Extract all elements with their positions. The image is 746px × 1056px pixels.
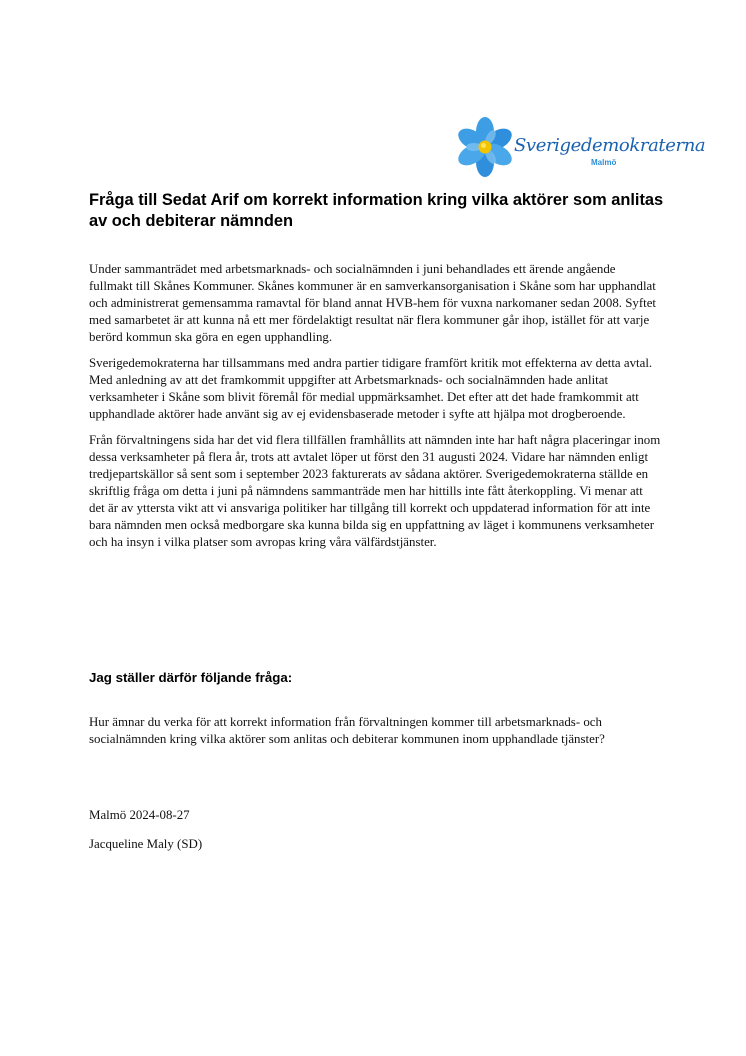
paragraph: Under sammanträdet med arbetsmarknads- och socialnämnden i juni behandlades ett ärende angående fullmakt till Skånes Kommuner. Skånes kommuner är en samverkansorganisation i Skåne som har upphandlat och administrerat gemensamma ramavtal för bland annat HVB-hem för vuxna narkomaner sedan 2008. Syftet med samarbetet är att kunna nå ett mer fördelaktigt resultat när flera kommuner går ihop, istället för att varje berörd kommun ska göra en egen upphandling. xyxy=(89,262,657,344)
blue-anemone-flower-icon xyxy=(458,115,520,177)
paragraph: Sverigedemokraterna har tillsammans med andra partier tidigare framfört kritik mot effekterna av detta avtal. Med anledning av att det framkommit uppgifter att Arbetsmarknads- och socialnämnden hade anlitat verksamheter i Skåne som blivit föremål för medial uppmärksamhet. Det efter att det hade framkommit att upphandlade aktörer hade använt sig av ej evidensbaserade metoder i syfte att hjälpa mot drogberoende. xyxy=(89,356,653,421)
document-title: Fråga till Sedat Arif om korrekt information kring vilka aktörer som anlitas av och debiterar nämnden xyxy=(89,191,664,230)
paragraph: Från förvaltningens sida har det vid flera tillfällen framhållits att nämnden inte har haft några placeringar inom dessa verksamheter på flera år, trots att avtalet löper ut först den 31 augusti 2024. Vidare har nämnden enligt tredjepartskällor så sent som i september 2023 fakturerats av sådana aktörer. Sverigedemokraterna ställde en skriftlig fråga om detta i juni på nämndens sammanträde men har hittills inte fått återkoppling. Vi menar att det är av yttersta vikt att vi ansvariga politiker har tillgång till korrekt och uppdaterad information för att inte bara nämnden men också medborgare ska kunna bilda sig en uppfattning av läget i kommunens verksamheter och ha insyn i vilka platser som avropas kring våra välfärdstjänster. xyxy=(89,433,661,549)
place-date: Malmö 2024-08-27 xyxy=(89,808,190,822)
logo-city-name: Malmö xyxy=(591,158,617,167)
logo-party-name: Sverigedemokraterna xyxy=(514,135,706,156)
body-text xyxy=(89,261,661,560)
signature: Jacqueline Maly (SD) xyxy=(89,837,203,851)
question-text: Hur ämnar du verka för att korrekt information från förvaltningen kommer till arbetsmarknads- och socialnämnden kring vilka aktörer som anlitas och debiterar kommunen inom upphandlade tjänster? xyxy=(89,715,605,746)
question-heading: Jag ställer därför följande fråga: xyxy=(89,670,293,685)
party-logo xyxy=(458,115,706,177)
